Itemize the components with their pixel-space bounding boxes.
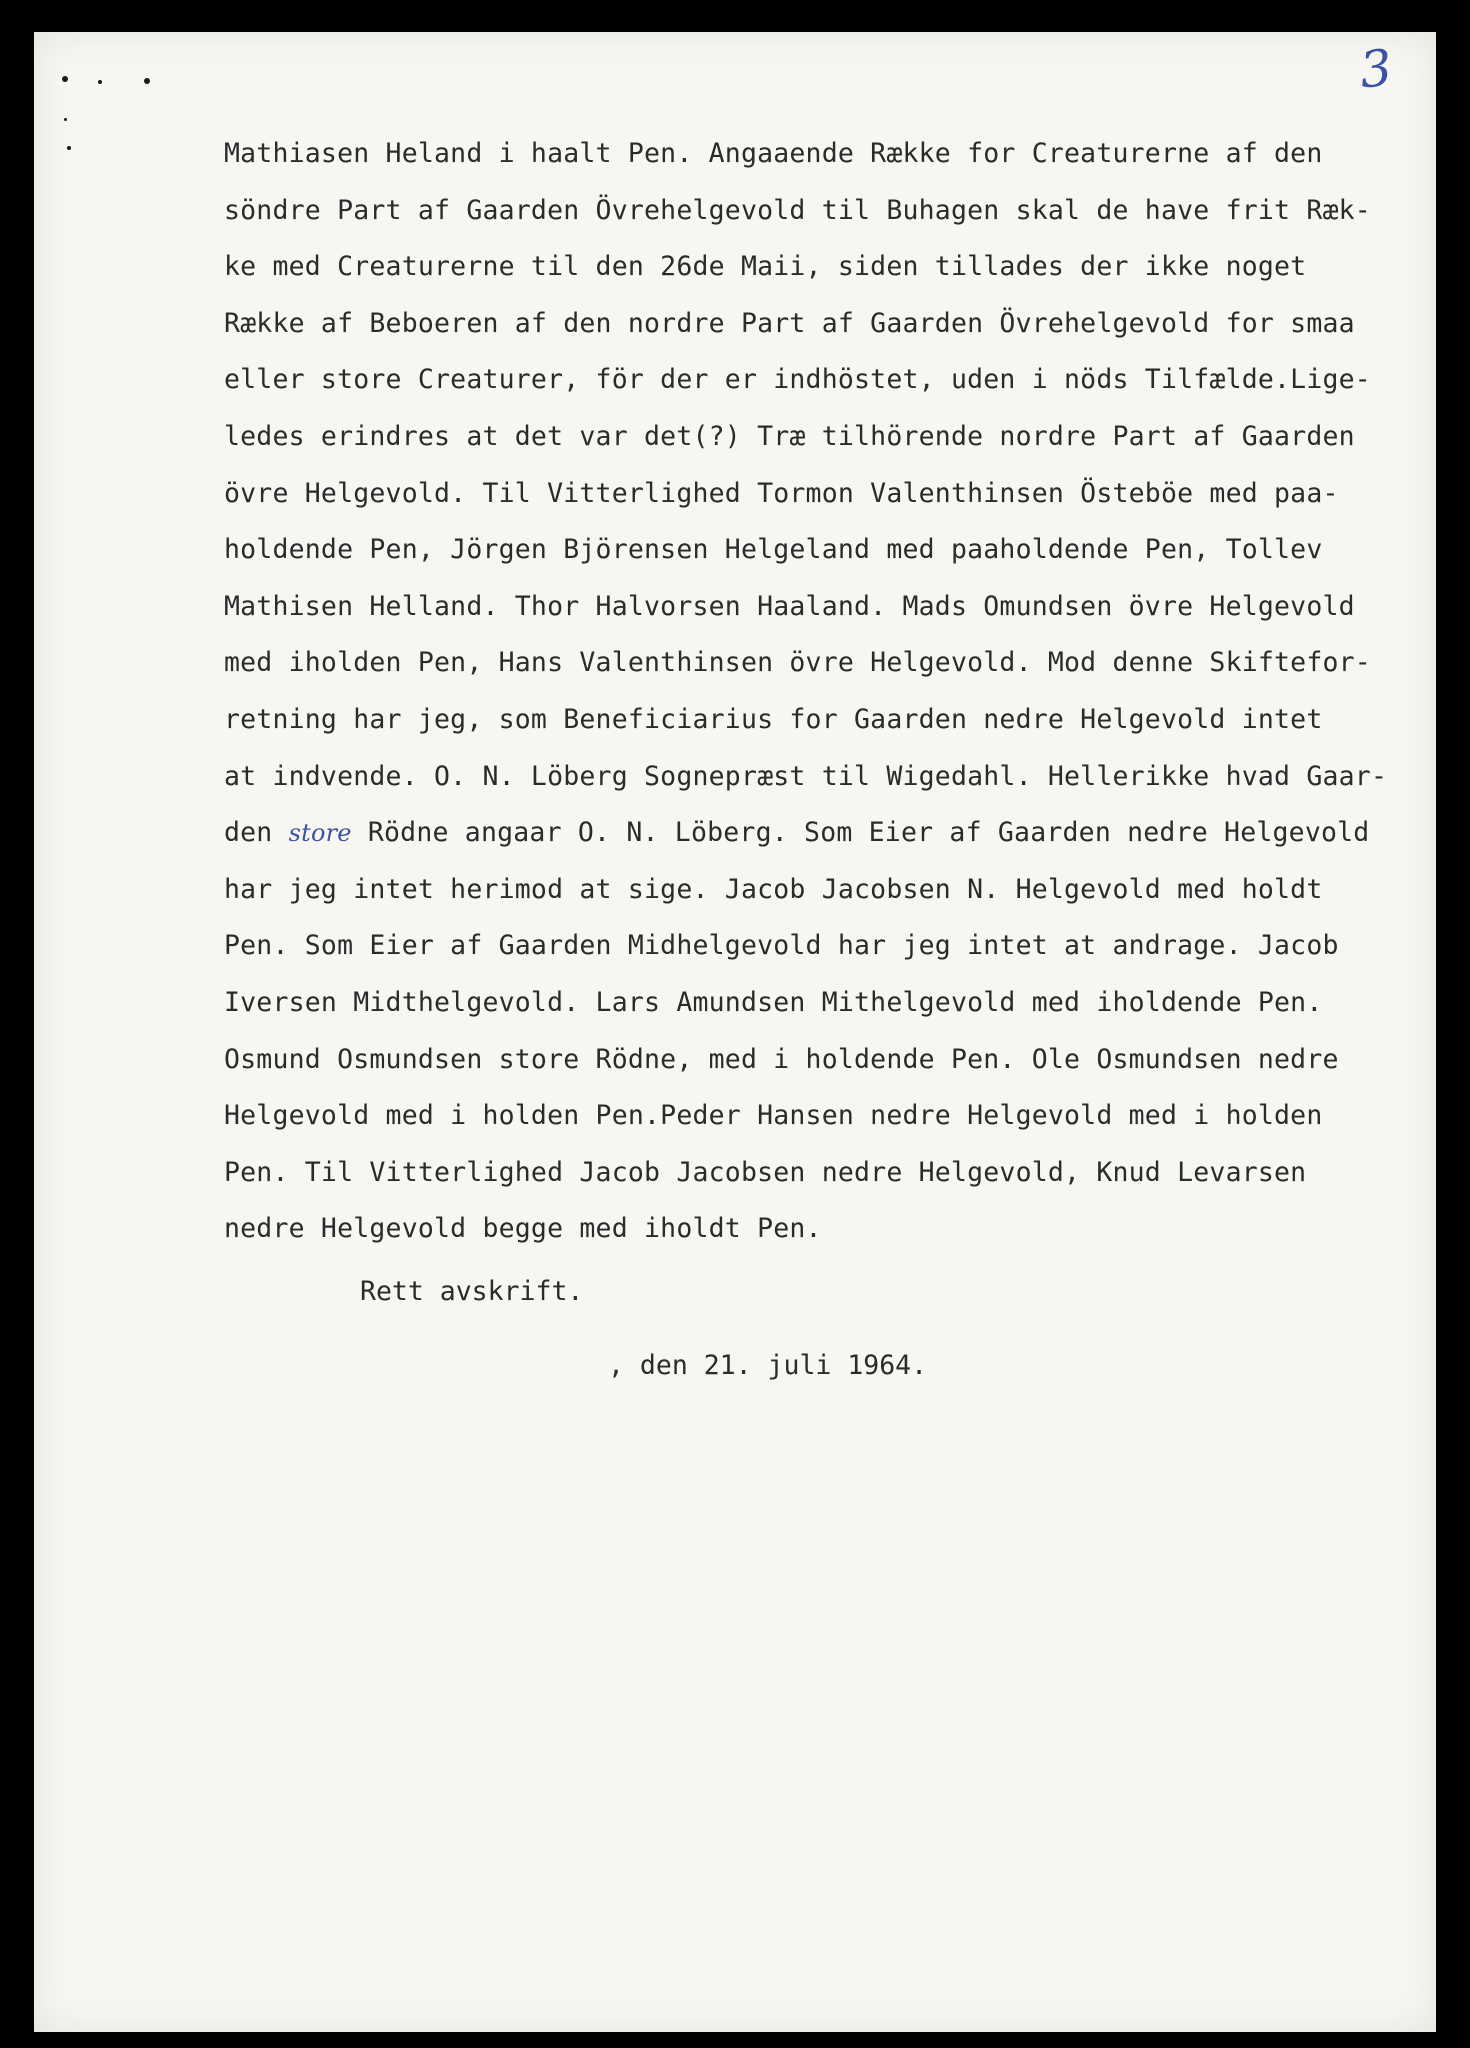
text-line: Mathisen Helland. Thor Halvorsen Haaland. Mads Omundsen övre Helgevold bbox=[224, 590, 1355, 622]
text-line: Iversen Midthelgevold. Lars Amundsen Mithelgevold med iholdende Pen. bbox=[224, 986, 1323, 1018]
document-page bbox=[34, 32, 1436, 2032]
text-line bbox=[224, 805, 1424, 862]
margin-dot bbox=[67, 146, 71, 150]
text-line: ke med Creaturerne til den 26de Maii, siden tillades der ikke noget bbox=[224, 251, 1307, 283]
text-line: söndre Part af Gaarden Övrehelgevold til Buhagen skal de have frit Ræk- bbox=[224, 194, 1371, 226]
text-line: Række af Beboeren af den nordre Part af Gaarden Övrehelgevold for smaa bbox=[224, 307, 1355, 339]
text-line: Pen. Til Vitterlighed Jacob Jacobsen nedre Helgevold, Knud Levarsen bbox=[224, 1156, 1307, 1188]
text-segment: den bbox=[224, 817, 289, 849]
document-body bbox=[224, 126, 1424, 1258]
text-line: Osmund Osmundsen store Rödne, med i holdende Pen. Ole Osmundsen nedre bbox=[224, 1043, 1339, 1075]
text-line: har jeg intet herimod at sige. Jacob Jacobsen N. Helgevold med holdt bbox=[224, 873, 1323, 905]
text-segment: Rödne angaar O. N. Löberg. Som Eier af Gaarden nedre Helgevold bbox=[351, 817, 1370, 849]
margin-dot bbox=[62, 76, 68, 82]
page-number: 3 bbox=[1357, 38, 1395, 100]
certification-note: Rett avskrift. bbox=[360, 1276, 584, 1307]
text-line: eller store Creaturer, för der er indhöstet, uden i nöds Tilfælde.Lige- bbox=[224, 364, 1371, 396]
handwritten-insertion: store bbox=[288, 819, 352, 848]
text-line: retning har jeg, som Beneficiarius for Gaarden nedre Helgevold intet bbox=[224, 703, 1323, 735]
text-line: med iholden Pen, Hans Valenthinsen övre Helgevold. Mod denne Skiftefor- bbox=[224, 647, 1371, 679]
margin-dot bbox=[64, 118, 67, 121]
margin-dot bbox=[98, 80, 102, 84]
margin-dot bbox=[144, 78, 150, 84]
text-line: Mathiasen Heland i haalt Pen. Angaaende Række for Creaturerne af den bbox=[224, 138, 1323, 169]
text-line: ledes erindres at det var det(?) Træ tilhörende nordre Part af Gaarden bbox=[224, 420, 1355, 452]
text-line: övre Helgevold. Til Vitterlighed Tormon Valenthinsen Östeböe med paa- bbox=[224, 477, 1339, 509]
text-line: Helgevold med i holden Pen.Peder Hansen nedre Helgevold med i holden bbox=[224, 1100, 1323, 1132]
text-line: nedre Helgevold begge med iholdt Pen. bbox=[224, 1213, 822, 1245]
text-line: holdende Pen, Jörgen Björensen Helgeland med paaholdende Pen, Tollev bbox=[224, 534, 1323, 566]
text-line: at indvende. O. N. Löberg Sognepræst til Wigedahl. Hellerikke hvad Gaar- bbox=[224, 760, 1388, 792]
date-line: , den 21. juli 1964. bbox=[608, 1350, 928, 1381]
text-line: Pen. Som Eier af Gaarden Midhelgevold har jeg intet at andrage. Jacob bbox=[224, 930, 1339, 962]
